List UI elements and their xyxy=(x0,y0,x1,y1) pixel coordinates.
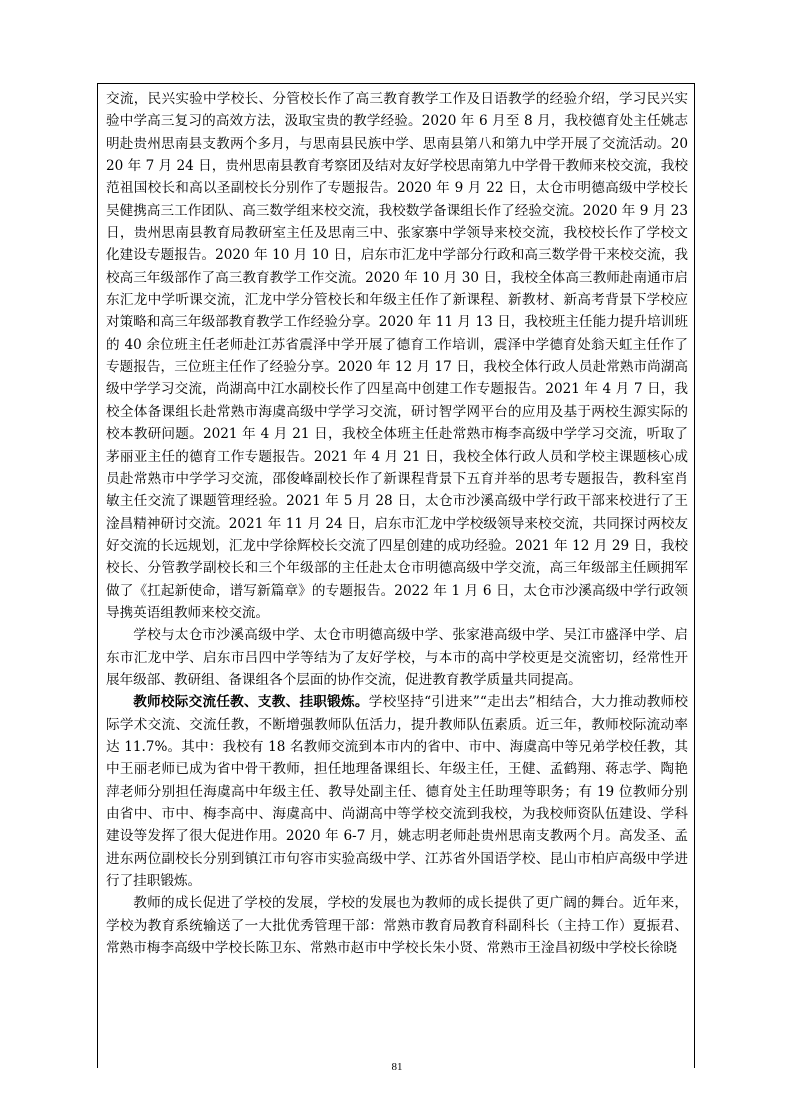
paragraph-4 xyxy=(106,892,688,959)
document-body xyxy=(106,88,688,959)
paragraph-3 xyxy=(106,691,688,892)
paragraph-3-text: 学校坚持“引进来”“走出去”相结合，大力推动教师校际学术交流、交流任教，不断增强教师队伍活力，提升教师队伍素质。近三年，教师校际流动率达 11.7%。其中：我校有 18 名教师交流到本市内的省中、市中、海虞高中等兄弟学校任教，其中王丽老师已成为省中骨干教师，担任地理备课组长、年级主任，王健、孟鹤翔、蒋志学、陶艳萍老师分别担任海虞高中年级主任、教导处副主任、德育处主任助理等职务；有 19 位教师分别由省中、市中、梅李高中、海虞高中、尚湖高中等学校交流到我校，为我校师资队伍建设、学科建设等发挥了很大促进作用。2020 年 6-7 月，姚志明老师赴贵州思南支教两个月。高发圣、孟进东两位副校长分别到镇江市句容市实验高级中学、江苏省外国语学校、昆山市柏庐高级中学进行了挂职锻炼。 xyxy=(106,694,689,890)
page-number: 81 xyxy=(391,1061,403,1073)
paragraph-2 xyxy=(106,624,688,691)
paragraph-1-text: 交流，民兴实验中学校长、分管校长作了高三教育教学工作及日语教学的经验介绍，学习民兴实验中学高三复习的高效方法，汲取宝贵的教学经验。2020 年 6 月至 8 月，我校德育处主任姚志明赴贵州思南县支教两个多月，与思南县民族中学、思南县第八和第九中学开展了交流活动。2020 年 7 月 24 日，贵州思南县教育考察团及结对友好学校思南第九中学骨干教师来校交流，我校范祖国校长和高以圣副校长分别作了专题报告。2020 年 9 月 22 日，太仓市明德高级中学校长吴健携高三工作团队、高三数学组来校交流，我校数学备课组长作了经验交流。2020 年 9 月 23 日，贵州思南县教育局教研室主任及思南三中、张家寨中学领导来校交流，我校校长作了学校文化建设专题报告。2020 年 10 月 10 日，启东市汇龙中学部分行政和高三数学骨干来校交流，我校高三年级部作了高三教育教学工作交流。2020 年 10 月 30 日，我校全体高三教师赴南通市启东汇龙中学听课交流，汇龙中学分管校长和年级主任作了新课程、新教材、新高考背景下学校应对策略和高三年级部教育教学工作经验分享。2020 年 11 月 13 日，我校班主任能力提升培训班的 40 余位班主任老师赴江苏省震泽中学开展了德育工作培训，震泽中学德育处翁天虹主任作了专题报告，三位班主任作了经验分享。2020 年 12 月 17 日，我校全体行政人员赴常熟市尚湖高级中学学习交流，尚湖高中江水副校长作了四星高中创建工作专题报告。2021 年 4 月 7 日，我校全体备课组长赴常熟市海虞高级中学学习交流，研讨智学网平台的应用及基于两校生源实际的校本教研问题。2021 年 4 月 21 日，我校全体班主任赴常熟市梅李高级中学学习交流，听取了茅丽亚主任的德育工作专题报告。2021 年 4 月 21 日，我校全体行政人员和学校主课题核心成员赴常熟市中学学习交流，邵俊峰副校长作了新课程背景下五育并举的思考专题报告，教科室肖敏主任交流了课题管理经验。2021 年 5 月 28 日，太仓市沙溪高级中学行政干部来校进行了王淦昌精神研讨交流。2021 年 11 月 24 日，启东市汇龙中学校级领导来校交流，共同探讨两校友好交流的长远规划，汇龙中学徐辉校长交流了四星创建的成功经验。2021 年 12 月 29 日，我校校长、分管教学副校长和三个年级部的主任赴太仓市明德高级中学交流，高三年级部主任顾拥军做了《扛起新使命，谱写新篇章》的专题报告。2022 年 1 月 6 日，太仓市沙溪高级中学行政领导携英语组教师来校交流。 xyxy=(106,91,688,621)
paragraph-1 xyxy=(106,88,688,624)
paragraph-3-lead: 教师校际交流任教、支教、挂职锻炼。 xyxy=(133,694,369,711)
paragraph-2-text: 学校与太仓市沙溪高级中学、太仓市明德高级中学、张家港高级中学、吴江市盛泽中学、启东市汇龙中学、启东市吕四中学等结为了友好学校，与本市的高中学校更是交流密切，经常性开展年级部、教研组、备课组各个层面的协作交流，促进教育教学质量共同提高。 xyxy=(106,627,688,688)
paragraph-4-text: 教师的成长促进了学校的发展，学校的发展也为教师的成长提供了更广阔的舞台。近年来，学校为教育系统输送了一大批优秀管理干部：常熟市教育局教育科副科长（主持工作）夏振君、常熟市梅李高级中学校长陈卫东、常熟市赵市中学校长朱小贤、常熟市王淦昌初级中学校长徐晓 xyxy=(106,895,688,957)
